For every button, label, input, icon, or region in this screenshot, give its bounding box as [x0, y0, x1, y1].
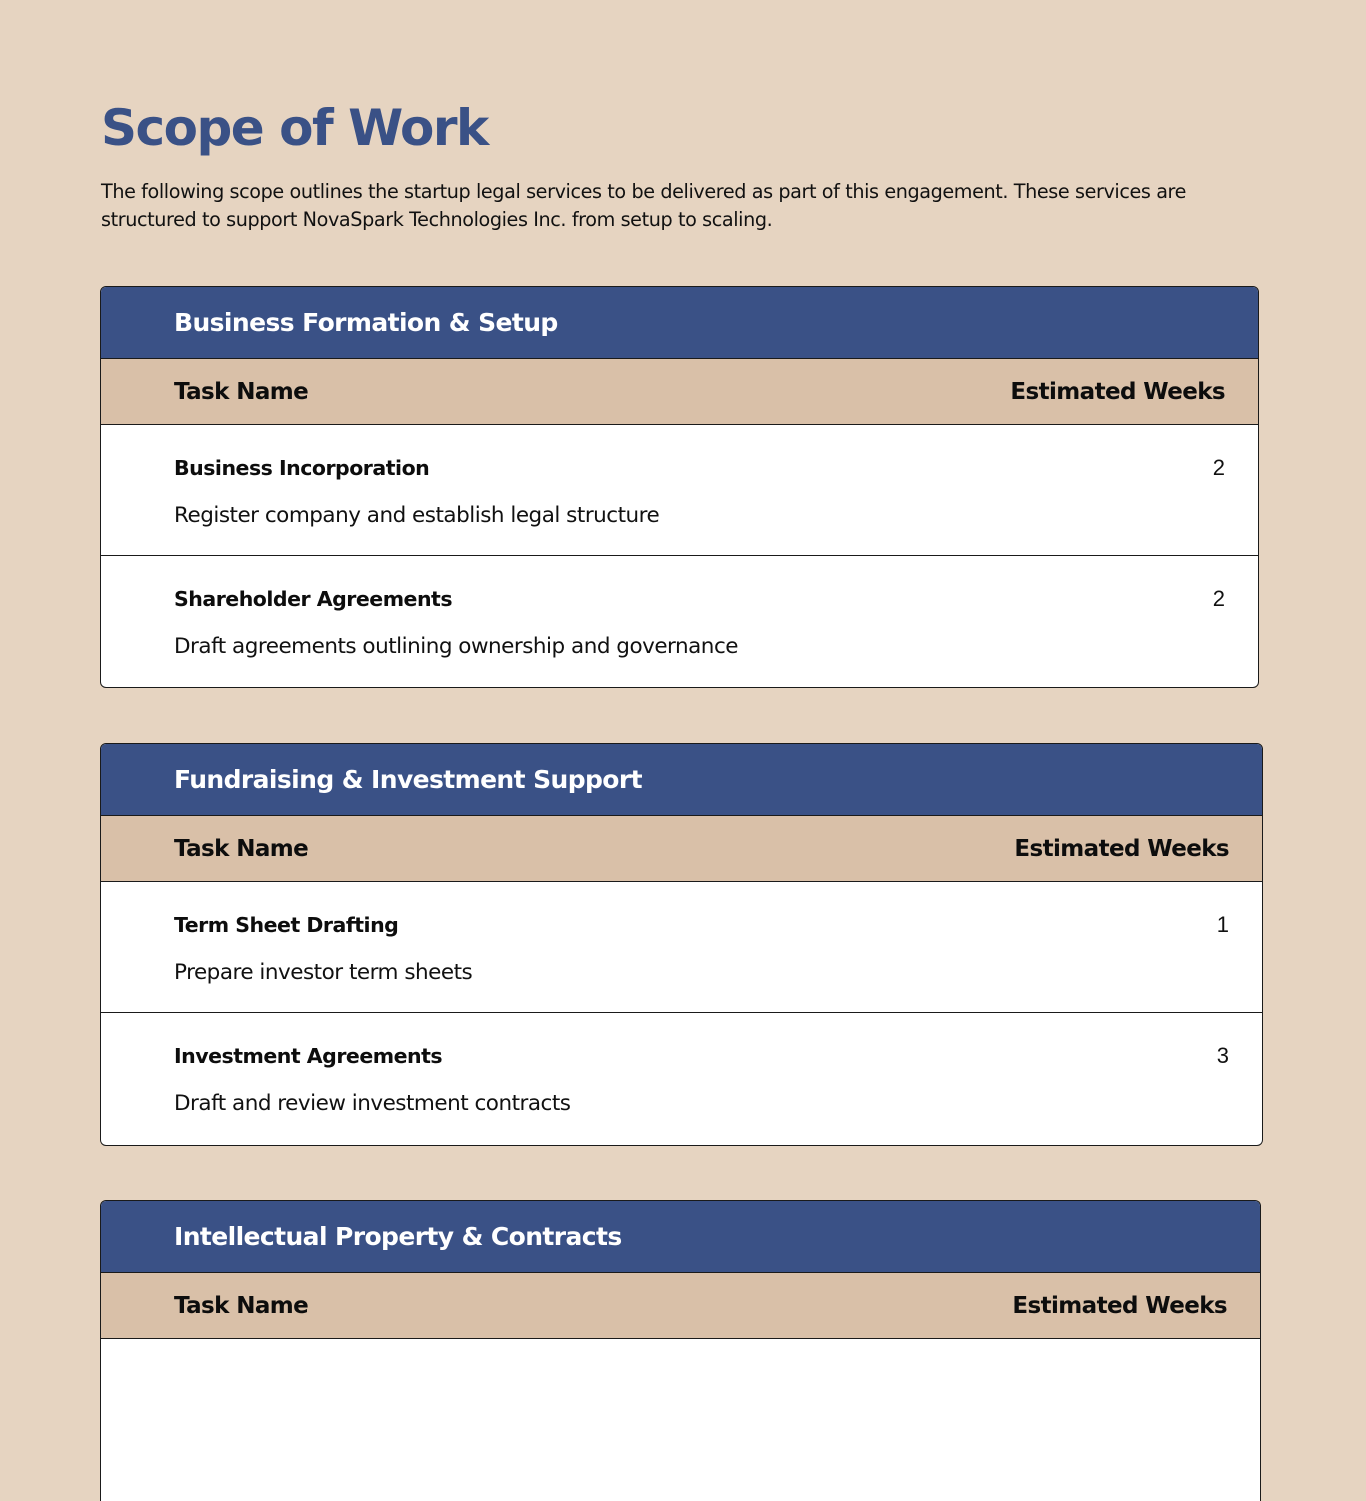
column-header-task-name: Task Name [174, 1292, 309, 1319]
column-header-estimated-weeks: Estimated Weeks [1010, 378, 1225, 405]
task-row [101, 882, 1262, 1013]
column-header-task-name: Task Name [174, 835, 309, 862]
task-description: Register company and establish legal structure [174, 503, 660, 528]
section-header [101, 287, 1258, 359]
task-weeks: 3 [1216, 1043, 1229, 1068]
task-name: Shareholder Agreements [174, 587, 453, 611]
section-title: Business Formation & Setup [174, 308, 558, 337]
section-intellectual-property [100, 1200, 1261, 1501]
task-description: Prepare investor term sheets [174, 960, 473, 985]
section-header [101, 744, 1262, 816]
task-row [101, 1013, 1262, 1144]
task-name: Business Incorporation [174, 456, 430, 480]
task-weeks: 1 [1216, 912, 1229, 937]
column-header-row [101, 1273, 1260, 1339]
section-title: Fundraising & Investment Support [174, 765, 642, 794]
task-description: Draft and review investment contracts [174, 1091, 571, 1116]
task-weeks: 2 [1212, 586, 1225, 611]
column-header-estimated-weeks: Estimated Weeks [1014, 835, 1229, 862]
column-header-row [101, 359, 1258, 425]
task-row [101, 425, 1258, 556]
task-name: Term Sheet Drafting [174, 913, 399, 937]
section-header [101, 1201, 1260, 1273]
column-header-row [101, 816, 1262, 882]
task-description: Draft agreements outlining ownership and governance [174, 634, 738, 659]
section-business-formation [100, 286, 1259, 688]
task-name: Investment Agreements [174, 1044, 443, 1068]
section-title: Intellectual Property & Contracts [174, 1222, 622, 1251]
column-header-task-name: Task Name [174, 378, 309, 405]
task-row [101, 556, 1258, 687]
scope-of-work-page [0, 0, 1366, 233]
section-fundraising-investment [100, 743, 1263, 1146]
column-header-estimated-weeks: Estimated Weeks [1012, 1292, 1227, 1319]
task-weeks: 2 [1212, 455, 1225, 480]
intro-paragraph: The following scope outlines the startup legal services to be delivered as part of this engagement. These services are structured to support NovaSpark Technologies Inc. from setup to scaling. [101, 180, 1187, 231]
page-title: Scope of Work [101, 99, 488, 157]
